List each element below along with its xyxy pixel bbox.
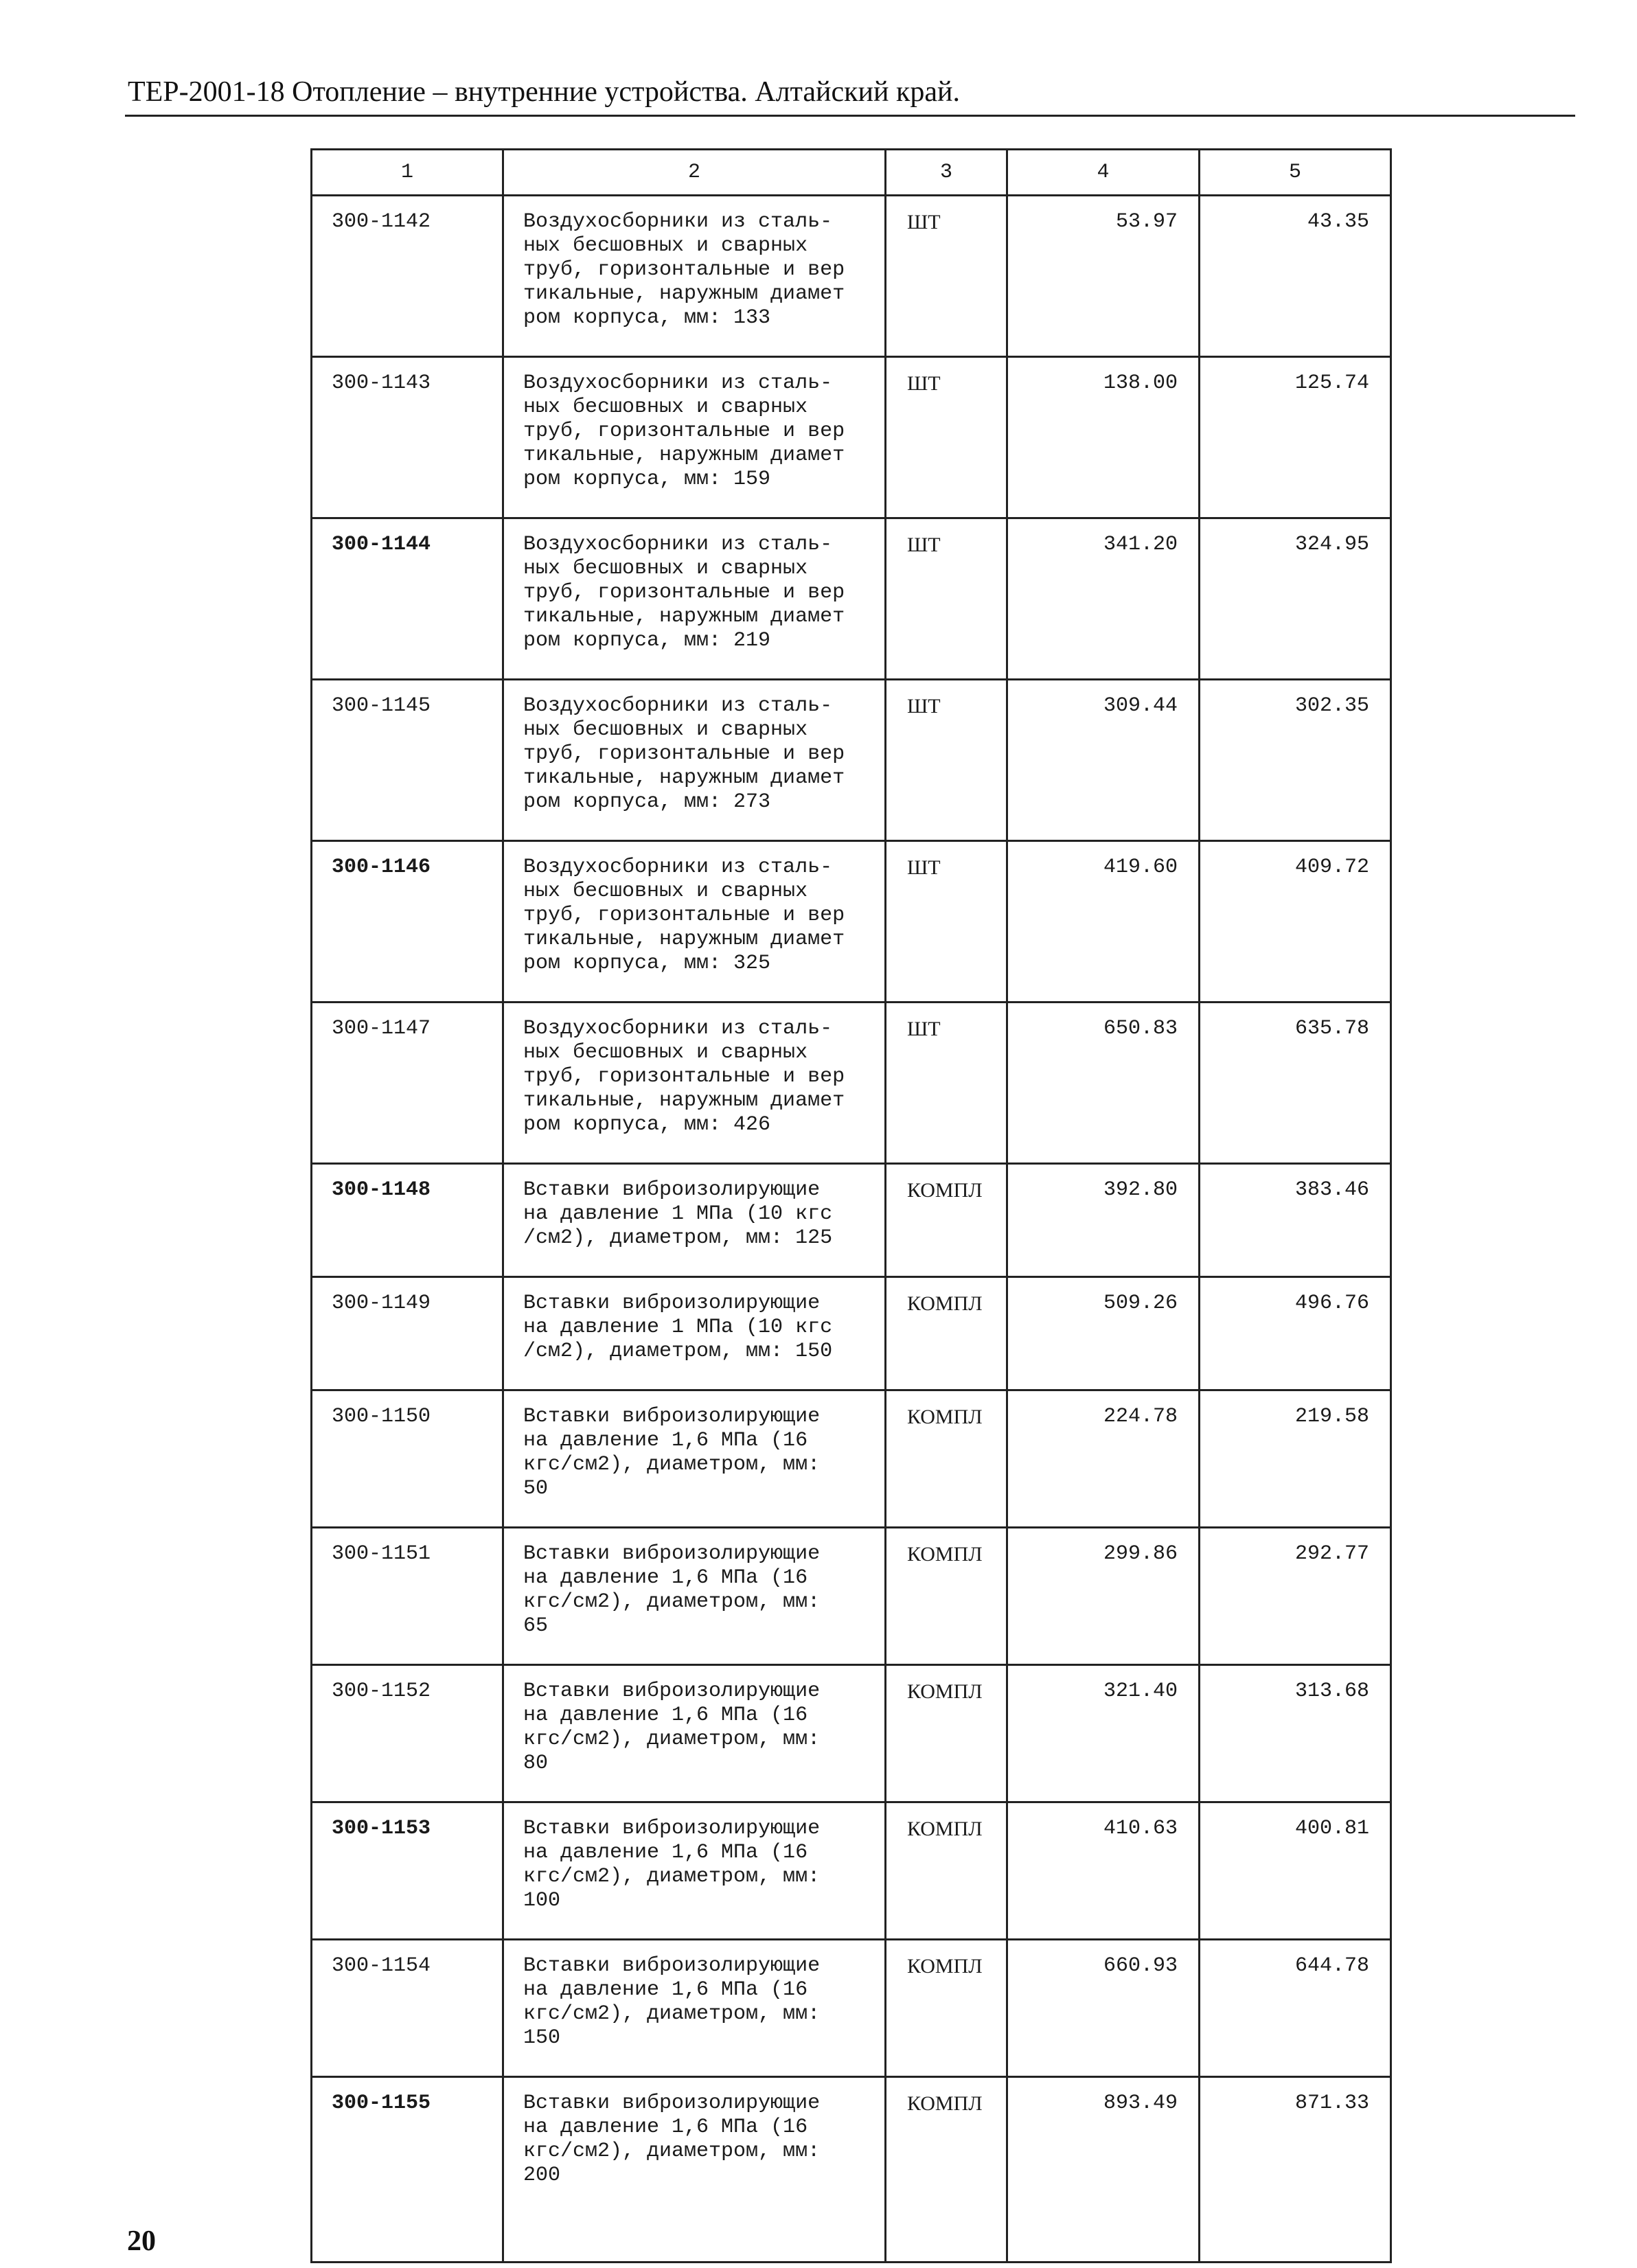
description-line: ром корпуса, мм: 133 xyxy=(523,306,771,330)
row-price-col5: 324.95 xyxy=(1200,518,1391,680)
header-rule xyxy=(125,115,1575,117)
description-line: /см2), диаметром, мм: 125 xyxy=(523,1226,833,1250)
row-price-col5: 125.74 xyxy=(1200,357,1391,518)
column-header: 2 xyxy=(503,150,886,196)
row-price-col4: 392.80 xyxy=(1007,1164,1200,1277)
description-line: тикальные, наружным диамет xyxy=(523,928,845,951)
description-line: Вставки виброизолирующие xyxy=(523,2092,821,2115)
row-unit: ШТ xyxy=(886,841,1007,1003)
table-row xyxy=(312,2077,1391,2263)
description-line: тикальные, наружным диамет xyxy=(523,605,845,628)
row-code: 300-1144 xyxy=(312,518,503,680)
row-price-col4: 321.40 xyxy=(1007,1665,1200,1802)
row-price-col4: 53.97 xyxy=(1007,196,1200,357)
column-header: 3 xyxy=(886,150,1007,196)
table-row xyxy=(312,518,1391,680)
row-description xyxy=(503,1277,886,1390)
description-line: ных бесшовных и сварных xyxy=(523,557,808,580)
description-line: ром корпуса, мм: 273 xyxy=(523,790,771,814)
row-unit: КОМПЛ xyxy=(886,2077,1007,2263)
row-description xyxy=(503,2077,886,2263)
description-line: на давление 1,6 МПа (16 xyxy=(523,1566,808,1590)
description-line: Вставки виброизолирующие xyxy=(523,1542,821,1566)
column-header: 5 xyxy=(1200,150,1391,196)
description-line: ром корпуса, мм: 159 xyxy=(523,468,771,491)
description-line: ром корпуса, мм: 426 xyxy=(523,1113,771,1136)
row-code: 300-1149 xyxy=(312,1277,503,1390)
table-row xyxy=(312,1390,1391,1528)
description-line: 200 xyxy=(523,2164,561,2187)
description-line: труб, горизонтальные и вер xyxy=(523,1065,845,1088)
row-price-col5: 496.76 xyxy=(1200,1277,1391,1390)
row-code: 300-1155 xyxy=(312,2077,503,2263)
row-description xyxy=(503,1940,886,2077)
description-line: 50 xyxy=(523,1477,549,1500)
description-line: 100 xyxy=(523,1889,561,1912)
row-description xyxy=(503,1164,886,1277)
description-line: кгс/см2), диаметром, мм: xyxy=(523,1590,821,1614)
row-price-col4: 299.86 xyxy=(1007,1528,1200,1665)
row-price-col4: 138.00 xyxy=(1007,357,1200,518)
row-unit: КОМПЛ xyxy=(886,1277,1007,1390)
row-description xyxy=(503,841,886,1003)
row-unit: ШТ xyxy=(886,196,1007,357)
row-price-col5: 644.78 xyxy=(1200,1940,1391,2077)
row-price-col5: 43.35 xyxy=(1200,196,1391,357)
table-header-row xyxy=(312,150,1391,196)
row-description xyxy=(503,1665,886,1802)
column-header: 4 xyxy=(1007,150,1200,196)
row-price-col5: 871.33 xyxy=(1200,2077,1391,2263)
row-price-col4: 224.78 xyxy=(1007,1390,1200,1528)
description-line: ром корпуса, мм: 325 xyxy=(523,952,771,975)
description-line: ром корпуса, мм: 219 xyxy=(523,629,771,652)
row-description xyxy=(503,518,886,680)
row-price-col4: 419.60 xyxy=(1007,841,1200,1003)
description-line: ных бесшовных и сварных xyxy=(523,1041,808,1064)
row-price-col4: 509.26 xyxy=(1007,1277,1200,1390)
row-code: 300-1148 xyxy=(312,1164,503,1277)
row-description xyxy=(503,357,886,518)
page-number: 20 xyxy=(127,2225,156,2257)
description-line: 65 xyxy=(523,1614,549,1638)
description-line: труб, горизонтальные и вер xyxy=(523,420,845,443)
row-unit: ШТ xyxy=(886,1003,1007,1164)
description-line: Вставки виброизолирующие xyxy=(523,1954,821,1978)
row-code: 300-1147 xyxy=(312,1003,503,1164)
table-row xyxy=(312,1003,1391,1164)
description-line: на давление 1,6 МПа (16 xyxy=(523,1429,808,1452)
description-line: Воздухосборники из сталь- xyxy=(523,856,833,879)
row-code: 300-1154 xyxy=(312,1940,503,2077)
description-line: на давление 1,6 МПа (16 xyxy=(523,2116,808,2139)
description-line: труб, горизонтальные и вер xyxy=(523,581,845,604)
row-description xyxy=(503,1802,886,1940)
description-line: Вставки виброизолирующие xyxy=(523,1178,821,1202)
description-line: 80 xyxy=(523,1752,549,1775)
row-price-col5: 219.58 xyxy=(1200,1390,1391,1528)
row-price-col5: 409.72 xyxy=(1200,841,1391,1003)
row-unit: КОМПЛ xyxy=(886,1390,1007,1528)
table-row xyxy=(312,680,1391,841)
row-price-col4: 650.83 xyxy=(1007,1003,1200,1164)
description-line: Вставки виброизолирующие xyxy=(523,1405,821,1428)
row-unit: ШТ xyxy=(886,357,1007,518)
description-line: на давление 1 МПа (10 кгс xyxy=(523,1202,833,1226)
description-line: Вставки виброизолирующие xyxy=(523,1680,821,1703)
row-description xyxy=(503,1390,886,1528)
row-code: 300-1150 xyxy=(312,1390,503,1528)
row-price-col5: 635.78 xyxy=(1200,1003,1391,1164)
table-row xyxy=(312,357,1391,518)
description-line: на давление 1,6 МПа (16 xyxy=(523,1978,808,2002)
description-line: кгс/см2), диаметром, мм: xyxy=(523,2140,821,2163)
table-row xyxy=(312,1528,1391,1665)
row-unit: ШТ xyxy=(886,518,1007,680)
description-line: на давление 1 МПа (10 кгс xyxy=(523,1316,833,1339)
row-unit: КОМПЛ xyxy=(886,1528,1007,1665)
table-row xyxy=(312,1277,1391,1390)
description-line: Воздухосборники из сталь- xyxy=(523,533,833,556)
row-price-col5: 383.46 xyxy=(1200,1164,1391,1277)
description-line: тикальные, наружным диамет xyxy=(523,766,845,790)
table-row xyxy=(312,1802,1391,1940)
row-code: 300-1151 xyxy=(312,1528,503,1665)
description-line: Вставки виброизолирующие xyxy=(523,1292,821,1315)
row-price-col5: 292.77 xyxy=(1200,1528,1391,1665)
description-line: кгс/см2), диаметром, мм: xyxy=(523,1865,821,1888)
description-line: Воздухосборники из сталь- xyxy=(523,371,833,395)
row-unit: ШТ xyxy=(886,680,1007,841)
row-unit: КОМПЛ xyxy=(886,1802,1007,1940)
description-line: Воздухосборники из сталь- xyxy=(523,694,833,718)
row-code: 300-1152 xyxy=(312,1665,503,1802)
description-line: кгс/см2), диаметром, мм: xyxy=(523,1453,821,1476)
description-line: труб, горизонтальные и вер xyxy=(523,742,845,766)
row-description xyxy=(503,196,886,357)
row-code: 300-1143 xyxy=(312,357,503,518)
description-line: тикальные, наружным диамет xyxy=(523,282,845,306)
column-header: 1 xyxy=(312,150,503,196)
description-line: труб, горизонтальные и вер xyxy=(523,258,845,282)
row-unit: КОМПЛ xyxy=(886,1940,1007,2077)
description-line: тикальные, наружным диамет xyxy=(523,444,845,467)
description-line: 150 xyxy=(523,2026,561,2050)
row-code: 300-1142 xyxy=(312,196,503,357)
row-unit: КОМПЛ xyxy=(886,1665,1007,1802)
row-price-col5: 313.68 xyxy=(1200,1665,1391,1802)
row-code: 300-1145 xyxy=(312,680,503,841)
description-line: Вставки виброизолирующие xyxy=(523,1817,821,1840)
table-row xyxy=(312,1665,1391,1802)
row-price-col4: 660.93 xyxy=(1007,1940,1200,2077)
rates-table xyxy=(310,148,1392,2263)
table-row xyxy=(312,841,1391,1003)
description-line: Воздухосборники из сталь- xyxy=(523,1017,833,1040)
row-price-col5: 302.35 xyxy=(1200,680,1391,841)
row-code: 300-1153 xyxy=(312,1802,503,1940)
description-line: Воздухосборники из сталь- xyxy=(523,210,833,233)
row-description xyxy=(503,680,886,841)
description-line: /см2), диаметром, мм: 150 xyxy=(523,1340,833,1363)
row-code: 300-1146 xyxy=(312,841,503,1003)
table-row xyxy=(312,1164,1391,1277)
row-price-col4: 410.63 xyxy=(1007,1802,1200,1940)
description-line: ных бесшовных и сварных xyxy=(523,234,808,257)
description-line: на давление 1,6 МПа (16 xyxy=(523,1841,808,1864)
description-line: тикальные, наружным диамет xyxy=(523,1089,845,1112)
row-description xyxy=(503,1003,886,1164)
row-description xyxy=(503,1528,886,1665)
description-line: на давление 1,6 МПа (16 xyxy=(523,1704,808,1727)
page-header-title: ТЕР-2001-18 Отопление – внутренние устройства. Алтайский край. xyxy=(128,76,961,108)
table-row xyxy=(312,196,1391,357)
description-line: ных бесшовных и сварных xyxy=(523,880,808,903)
description-line: труб, горизонтальные и вер xyxy=(523,904,845,927)
table-row xyxy=(312,1940,1391,2077)
row-price-col4: 893.49 xyxy=(1007,2077,1200,2263)
description-line: кгс/см2), диаметром, мм: xyxy=(523,2002,821,2026)
description-line: ных бесшовных и сварных xyxy=(523,396,808,419)
row-price-col4: 309.44 xyxy=(1007,680,1200,841)
row-price-col5: 400.81 xyxy=(1200,1802,1391,1940)
description-line: кгс/см2), диаметром, мм: xyxy=(523,1728,821,1751)
description-line: ных бесшовных и сварных xyxy=(523,718,808,742)
row-price-col4: 341.20 xyxy=(1007,518,1200,680)
row-unit: КОМПЛ xyxy=(886,1164,1007,1277)
